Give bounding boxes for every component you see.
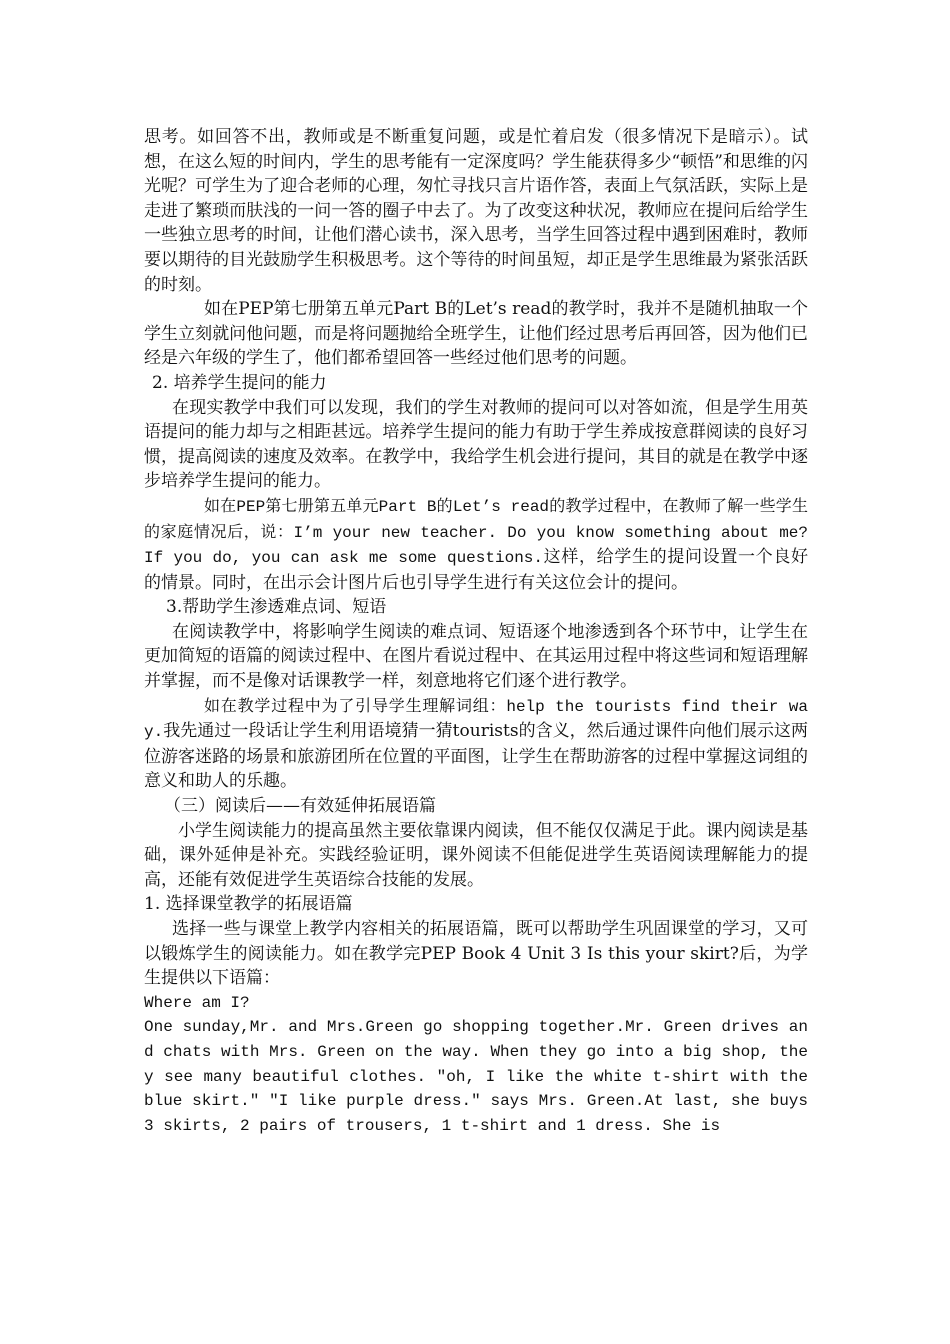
- paragraph-thinking-time: 思考。如回答不出，教师或是不断重复问题，或是忙着启发（很多情况下是暗示）。试想，在这么短的时间内，学生的思考能有一定深度吗？学生能获得多少“顿悟”和思维的闪光呢？可学生为了迎合老师的心理，匆忙寻找只言片语作答，表面上气氛活跃，实际上是走进了繁琐而肤浅的一问一答的圈子中去了。为了改变这种状况，教师应在提问后给学生一些独立思考的时间，让他们潜心读书，深入思考，当学生回答过程中遇到困难时，教师要以期待的目光鼓励学生积极思考。这个等待的时间虽短，却正是学生思维最为紧张活跃的时刻。: [144, 127, 808, 295]
- paragraph-select-texts: [144, 917, 808, 991]
- document-body: [144, 125, 808, 1138]
- paragraph-text: 这样，给学生的提问设置一个良好的情景。同时，在出示会计图片后也引导学生进行有关这位会计的提问。: [144, 547, 808, 593]
- section-heading-1: 1. 选择课堂教学的拓展语篇: [144, 894, 353, 915]
- paragraph-teacher-example: [144, 494, 808, 595]
- paragraph-text: 后，为学生提供以下语篇：: [144, 943, 808, 989]
- story-title: Where am I?: [144, 993, 250, 1012]
- paragraph-extended-reading: 小学生阅读能力的提高虽然主要依靠课内阅读，但不能仅仅满足于此。课内阅读是基础，课外延伸是补充。实践经验证明，课外阅读不但能促进学生英语阅读理解能力的提高，还能有效促进学生英语综合技能的发展。: [144, 820, 808, 890]
- english-phrase: 如在教学过程中为了引导学生理解词组：help the tourists find their way.: [144, 697, 808, 742]
- paragraph-text: 选择一些与课堂上教学内容相关的拓展语篇，既可以帮助学生巩固课堂的学习，又可以锻炼学生的阅读能力。如在教学完PEP Book 4 Unit 3 Is this your skirt?: [144, 919, 808, 964]
- paragraph-tourists-example: [144, 694, 808, 794]
- section-heading-2: 2. 培养学生提问的能力: [152, 372, 327, 393]
- section-heading-after-reading: （三）阅读后——有效延伸拓展语篇: [164, 796, 436, 817]
- paragraph-difficult-words: 在阅读教学中，将影响学生阅读的难点词、短语逐个地渗透到各个环节中，让学生在更加简短的语篇的阅读过程中、在图片看说过程中、在其运用过程中将这些词和短语理解并掌握，而不是像对话课教学一样，刻意地将它们逐个进行教学。: [144, 621, 808, 692]
- paragraph-questioning-ability: 在现实教学中我们可以发现，我们的学生对教师的提问可以对答如流，但是学生用英语提问的能力却与之相距甚远。培养学生提问的能力有助于学生养成按意群阅读的良好习惯，提高阅读的速度及效率。在教学中，我给学生机会进行提问，其目的就是在教学中逐步培养学生提问的能力。: [144, 397, 808, 492]
- paragraph-text: 我先通过一段话让学生利用语境猜一猜tourists的含义，然后通过课件向他们展示这两位游客迷路的场景和旅游团所在位置的平面图，让学生在帮助游客的过程中掌握这词组的意义和助人的乐趣。: [144, 721, 808, 792]
- english-quote: 如在PEP第七册第五单元Part B的Let’s read的教学过程中，在教师了解一些学生的家庭情况后，说：I’m your new teacher. Do you know something about me? If you do, you can ask me some questions.: [144, 497, 808, 568]
- section-heading-3: 3.帮助学生渗透难点词、短语: [166, 597, 387, 618]
- story-text: One sunday,Mr. and Mrs.Green go shopping together.Mr. Green drives and chats with Mrs. Green on the way. When they go into a big shop, they see many beautiful clothes. "oh, I like the white t-shirt with the blue skirt." "I like purple dress." says Mrs. Green.At last, she buys 3 skirts, 2 pairs of trousers, 1 t-shirt and 1 dress. She is: [144, 1018, 808, 1135]
- paragraph-example-lets-read: 如在PEP第七册第五单元Part B的Let’s read的教学时，我并不是随机抽取一个学生立刻就问他问题，而是将问题抛给全班学生，让他们经过思考后再回答，因为他们已经是六年级的学生了，他们都希望回答一些经过他们思考的问题。: [144, 299, 808, 369]
